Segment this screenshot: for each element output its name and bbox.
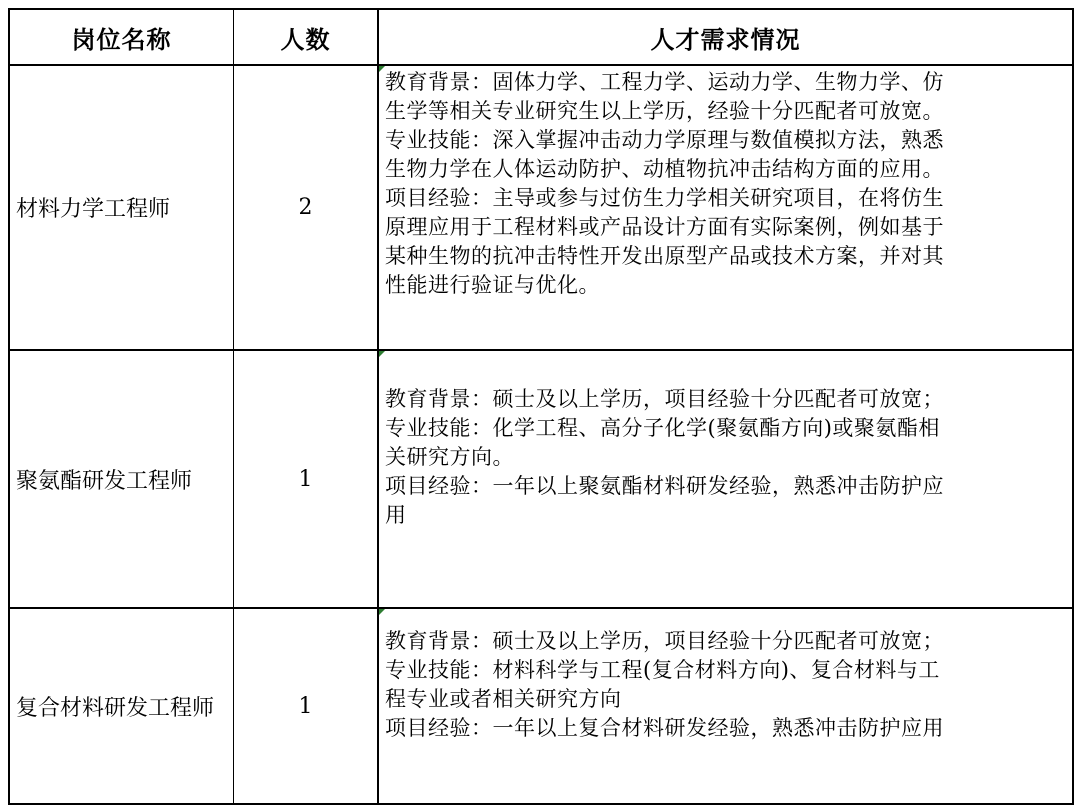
headcount: 1 (298, 693, 313, 719)
requirement-line: 项目经验：一年以上复合材料研发经验，熟悉冲击防护应用 (385, 716, 944, 740)
cell-comment-marker (379, 609, 385, 615)
requirement-line: 项目经验：主导或参与过仿生力学相关研究项目，在将仿生 (385, 186, 944, 210)
requirement-line: 性能进行验证与优化。 (385, 273, 600, 297)
header-position: 岗位名称 (71, 25, 172, 54)
requirement-line: 教育背景：硕士及以上学历，项目经验十分匹配者可放宽； (385, 629, 944, 653)
headcount: 2 (298, 195, 313, 220)
requirement-line: 生物力学在人体运动防护、动植物抗冲击结构方面的应用。 (385, 157, 944, 181)
requirement-line: 原理应用于工程材料或产品设计方面有实际案例，例如基于 (385, 215, 944, 239)
requirement-line: 程专业或者相关研究方向 (385, 687, 622, 711)
position-title: 材料力学工程师 (16, 197, 171, 222)
requirements-cell (379, 627, 1072, 803)
requirement-line: 关研究方向。 (385, 445, 514, 469)
requirement-line: 用 (385, 503, 407, 527)
requirement-line: 专业技能：化学工程、高分子化学(聚氨酯方向)或聚氨酯相 (385, 416, 940, 440)
position-title: 复合材料研发工程师 (16, 695, 215, 721)
table-border-right (1072, 8, 1074, 805)
cell-comment-marker (379, 351, 385, 357)
headcount: 1 (298, 466, 313, 492)
position-title: 聚氨酯研发工程师 (16, 468, 193, 494)
requirement-line: 某种生物的抗冲击特性开发出原型产品或技术方案，并对其 (385, 244, 944, 268)
requirement-line: 专业技能：材料科学与工程(复合材料方向)、复合材料与工 (385, 658, 940, 682)
table-border-bottom (8, 803, 1074, 805)
requirement-line: 专业技能：深入掌握冲击动力学原理与数值模拟方法，熟悉 (385, 128, 944, 152)
requirements-cell (379, 68, 1072, 349)
header-requirements: 人才需求情况 (650, 25, 801, 54)
header-count: 人数 (280, 25, 331, 54)
requirements-cell (379, 385, 1072, 607)
requirement-line: 教育背景：固体力学、工程力学、运动力学、生物力学、仿 (385, 70, 944, 94)
requirement-line: 教育背景：硕士及以上学历，项目经验十分匹配者可放宽； (385, 387, 944, 411)
requirement-line: 生学等相关专业研究生以上学历，经验十分匹配者可放宽。 (385, 99, 944, 123)
requirement-line: 项目经验：一年以上聚氨酯材料研发经验，熟悉冲击防护应 (385, 474, 944, 498)
